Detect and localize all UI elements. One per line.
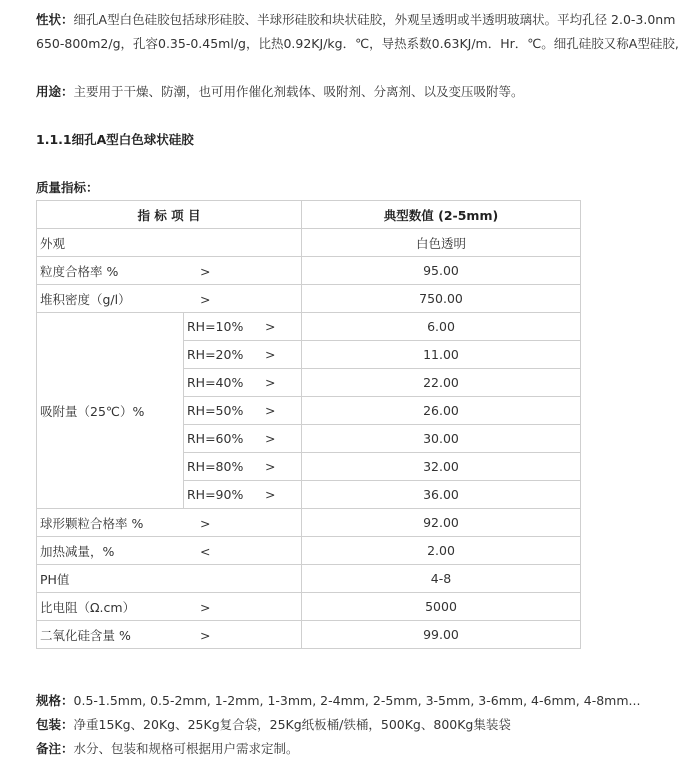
note-label: 备注： (36, 741, 74, 756)
row-value: 6.00 (302, 313, 581, 341)
row-value: 5000 (302, 593, 581, 621)
note-text: 水分、包装和规格可根据用户需求定制。 (73, 741, 299, 756)
nature-text-2: 650-800m2/g，孔容0.35-0.45ml/g，比热0.92KJ/kg．℃，导热系数0.63KJ/m．Hr．℃。细孔硅胶又称A型硅胶, (36, 36, 679, 51)
table-row (37, 313, 581, 341)
row-name: 球形颗粒合格率 % > (37, 509, 302, 537)
row-name: 堆积密度（g/l） > (37, 285, 302, 313)
adsorption-cond: RH=60% > (184, 425, 302, 453)
table-row (37, 565, 581, 593)
nature-label: 性状： (36, 12, 74, 27)
row-name: 比电阻（Ω.cm） > (37, 593, 302, 621)
header-value: 典型数值 (2-5mm) (302, 201, 581, 229)
adsorption-cond: RH=50% > (184, 397, 302, 425)
usage-label: 用途： (36, 84, 74, 99)
adsorption-cond: RH=20% > (184, 341, 302, 369)
row-value: 4-8 (302, 565, 581, 593)
row-value: 白色透明 (302, 229, 581, 257)
quality-table (36, 200, 581, 649)
row-value: 95.00 (302, 257, 581, 285)
table-row (37, 509, 581, 537)
spec-text: 0.5-1.5mm, 0.5-2mm, 1-2mm, 1-3mm, 2-4mm, 2-5mm, 3-5mm, 3-6mm, 4-6mm, 4-8mm... (73, 693, 641, 708)
nature-paragraph-line1 (36, 10, 675, 29)
pack-text: 净重15Kg、20Kg、25Kg复合袋，25Kg纸板桶/铁桶，500Kg、800Kg集装袋 (73, 717, 511, 732)
note-line (36, 739, 299, 758)
spec-line (36, 691, 640, 710)
table-row (37, 537, 581, 565)
table-row (37, 229, 581, 257)
pack-line (36, 715, 511, 734)
adsorption-cond: RH=90% > (184, 481, 302, 509)
adsorption-cond: RH=40% > (184, 369, 302, 397)
adsorption-name: 吸附量（25℃）% (37, 313, 184, 509)
nature-text-1: 细孔A型白色硅胶包括球形硅胶、半球形硅胶和块状硅胶，外观呈透明或半透明玻璃状。平均孔径 2.0-3.0nm (73, 12, 676, 27)
adsorption-cond: RH=80% > (184, 453, 302, 481)
row-name: 外观 (37, 229, 302, 257)
row-value: 2.00 (302, 537, 581, 565)
adsorption-cond: RH=10% > (184, 313, 302, 341)
row-value: 32.00 (302, 453, 581, 481)
row-value: 36.00 (302, 481, 581, 509)
row-name: PH值 (37, 565, 302, 593)
table-row (37, 257, 581, 285)
row-name: 加热减量，% < (37, 537, 302, 565)
row-value: 22.00 (302, 369, 581, 397)
row-value: 26.00 (302, 397, 581, 425)
usage-text: 主要用于干燥、防潮，也可用作催化剂载体、吸附剂、分离剂、以及变压吸附等。 (73, 84, 524, 99)
row-value: 11.00 (302, 341, 581, 369)
row-value: 99.00 (302, 621, 581, 649)
table-header-row (37, 201, 581, 229)
row-value: 30.00 (302, 425, 581, 453)
usage-paragraph (36, 82, 524, 101)
pack-label: 包装： (36, 717, 74, 732)
row-value: 92.00 (302, 509, 581, 537)
header-item: 指 标 项 目 (37, 201, 302, 229)
spec-label: 规格： (36, 693, 74, 708)
table-row (37, 593, 581, 621)
row-name: 粒度合格率 % > (37, 257, 302, 285)
table-row (37, 621, 581, 649)
row-name: 二氧化硅含量 % > (37, 621, 302, 649)
quality-label: 质量指标： (36, 180, 99, 195)
nature-paragraph-line2 (36, 34, 679, 53)
table-row (37, 285, 581, 313)
section-title: 1.1.1细孔A型白色球状硅胶 (36, 132, 194, 147)
row-value: 750.00 (302, 285, 581, 313)
